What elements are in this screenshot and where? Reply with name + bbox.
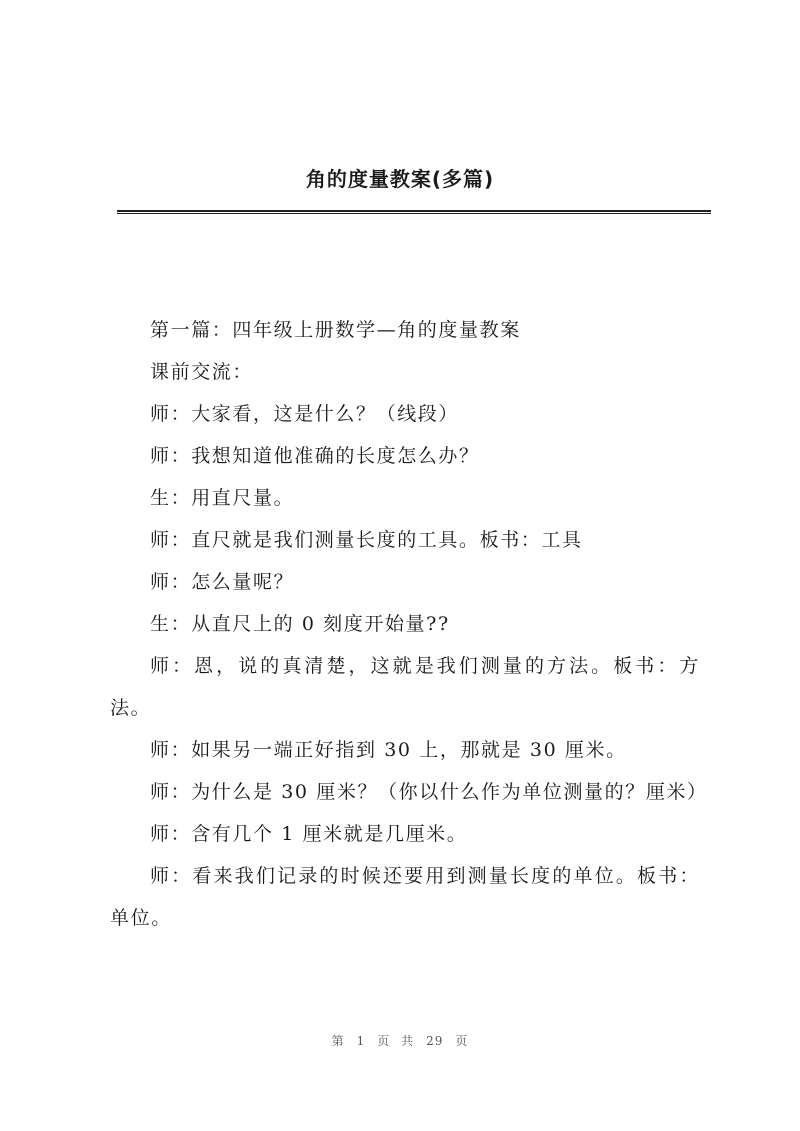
paragraph: 师：我想知道他准确的长度怎么办？ [150, 445, 480, 467]
paragraph: 师：看来我们记录的时候还要用到测量长度的单位。板书：单位。 [110, 865, 700, 929]
footer-total-pages: 29 [426, 1034, 444, 1048]
footer-page-label: 第 [331, 1034, 345, 1048]
document-title: 角的度量教案(多篇) [305, 167, 495, 191]
paragraph: 师：大家看，这是什么？（线段） [150, 403, 460, 425]
page-footer [0, 1032, 800, 1049]
paragraph: 师：如果另一端正好指到 30 上，那就是 30 厘米。 [150, 739, 627, 761]
footer-current-page: 1 [356, 1034, 366, 1048]
title-divider [117, 210, 711, 214]
paragraph: 师：恩，说的真清楚，这就是我们测量的方法。板书：方法。 [110, 655, 700, 719]
paragraph: 师：含有几个 1 厘米就是几厘米。 [150, 823, 468, 845]
paragraph: 师：怎么量呢？ [150, 571, 295, 593]
paragraph: 生：用直尺量。 [150, 487, 295, 509]
document-body [110, 309, 708, 939]
paragraph: 生：从直尺上的 0 刻度开始量?? [150, 613, 450, 635]
paragraph: 师：为什么是 30 厘米？（你以什么作为单位测量的？厘米） [150, 781, 708, 803]
paragraph: 第一篇：四年级上册数学—角的度量教案 [150, 319, 521, 341]
paragraph: 课前交流： [150, 361, 254, 383]
footer-of-label: 页 共 [377, 1034, 415, 1048]
footer-pages-label: 页 [455, 1034, 469, 1048]
paragraph: 师：直尺就是我们测量长度的工具。板书：工具 [150, 529, 583, 551]
